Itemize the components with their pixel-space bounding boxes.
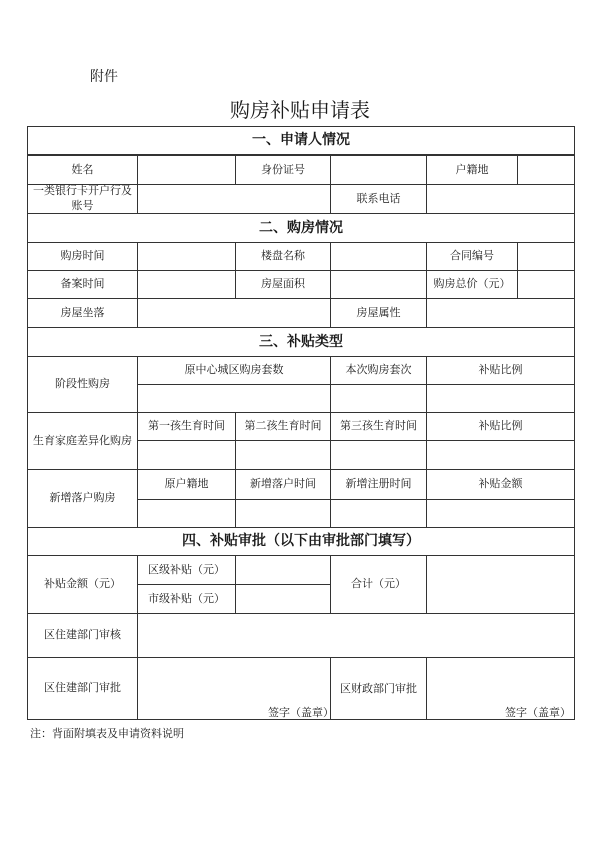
section-3-title: 三、补贴类型 — [27, 327, 575, 357]
name-label: 姓名 — [27, 155, 138, 185]
staged-original-count-input[interactable] — [137, 384, 331, 413]
staged-current-count-header: 本次购房套次 — [330, 356, 427, 385]
household-input[interactable] — [517, 155, 575, 185]
subsidy-amount-label: 补贴金额（元） — [27, 555, 138, 614]
first-child-header: 第一孩生育时间 — [137, 412, 236, 441]
total-price-label: 购房总价（元） — [426, 270, 518, 299]
district-subsidy-label: 区级补贴（元） — [137, 555, 236, 585]
staged-purchase-label: 阶段性购房 — [27, 356, 138, 413]
second-child-input[interactable] — [235, 440, 331, 470]
birth-ratio-input[interactable] — [426, 440, 575, 470]
section-2-title: 二、购房情况 — [27, 213, 575, 243]
staged-original-count-header: 原中心城区购房套数 — [137, 356, 331, 385]
form-title: 购房补贴申请表 — [230, 98, 370, 122]
birth-family-label: 生育家庭差异化购房 — [27, 412, 138, 470]
third-child-input[interactable] — [330, 440, 427, 470]
id-number-input[interactable] — [330, 155, 427, 185]
finance-label: 区财政部门审批 — [330, 657, 427, 720]
phone-label: 联系电话 — [330, 184, 427, 214]
project-name-input[interactable] — [330, 242, 427, 271]
approve-label: 区住建部门审批 — [27, 657, 138, 720]
city-subsidy-input[interactable] — [235, 584, 331, 614]
district-subsidy-input[interactable] — [235, 555, 331, 585]
total-input[interactable] — [426, 555, 575, 614]
new-household-label: 新增落户购房 — [27, 469, 138, 528]
review-label: 区住建部门审核 — [27, 613, 138, 658]
household-label: 户籍地 — [426, 155, 518, 185]
new-register-time-header: 新增注册时间 — [330, 469, 427, 500]
subsidy-amount-input[interactable] — [426, 499, 575, 528]
house-area-label: 房屋面积 — [235, 270, 331, 299]
footnote: 注：背面附填表及申请资料说明 — [30, 727, 184, 740]
house-area-input[interactable] — [330, 270, 427, 299]
finance-signature: 签字（盖章） — [505, 706, 571, 719]
new-register-time-input[interactable] — [330, 499, 427, 528]
new-household-time-input[interactable] — [235, 499, 331, 528]
review-input[interactable] — [137, 613, 575, 658]
original-household-input[interactable] — [137, 499, 236, 528]
name-input[interactable] — [137, 155, 236, 185]
new-household-time-header: 新增落户时间 — [235, 469, 331, 500]
location-label: 房屋坐落 — [27, 298, 138, 328]
property-label: 房屋属性 — [330, 298, 427, 328]
subsidy-amount-header: 补贴金额 — [426, 469, 575, 500]
approve-signature: 签字（盖章） — [268, 706, 334, 719]
filing-time-input[interactable] — [137, 270, 236, 299]
property-input[interactable] — [426, 298, 575, 328]
bank-account-label: 一类银行卡开户行及账号 — [27, 184, 138, 214]
id-number-label: 身份证号 — [235, 155, 331, 185]
phone-input[interactable] — [426, 184, 575, 214]
original-household-header: 原户籍地 — [137, 469, 236, 500]
staged-ratio-input[interactable] — [426, 384, 575, 413]
contract-no-input[interactable] — [517, 242, 575, 271]
total-price-input[interactable] — [517, 270, 575, 299]
section-4-title: 四、补贴审批（以下由审批部门填写） — [27, 527, 575, 556]
contract-no-label: 合同编号 — [426, 242, 518, 271]
staged-ratio-header: 补贴比例 — [426, 356, 575, 385]
location-input[interactable] — [137, 298, 331, 328]
purchase-time-input[interactable] — [137, 242, 236, 271]
attachment-label: 附件 — [90, 69, 118, 85]
staged-current-count-input[interactable] — [330, 384, 427, 413]
section-1-title: 一、申请人情况 — [27, 126, 575, 155]
birth-ratio-header: 补贴比例 — [426, 412, 575, 441]
second-child-header: 第二孩生育时间 — [235, 412, 331, 441]
purchase-time-label: 购房时间 — [27, 242, 138, 271]
bank-account-input[interactable] — [137, 184, 331, 214]
total-label: 合计（元） — [330, 555, 427, 614]
project-name-label: 楼盘名称 — [235, 242, 331, 271]
first-child-input[interactable] — [137, 440, 236, 470]
city-subsidy-label: 市级补贴（元） — [137, 584, 236, 614]
third-child-header: 第三孩生育时间 — [330, 412, 427, 441]
filing-time-label: 备案时间 — [27, 270, 138, 299]
